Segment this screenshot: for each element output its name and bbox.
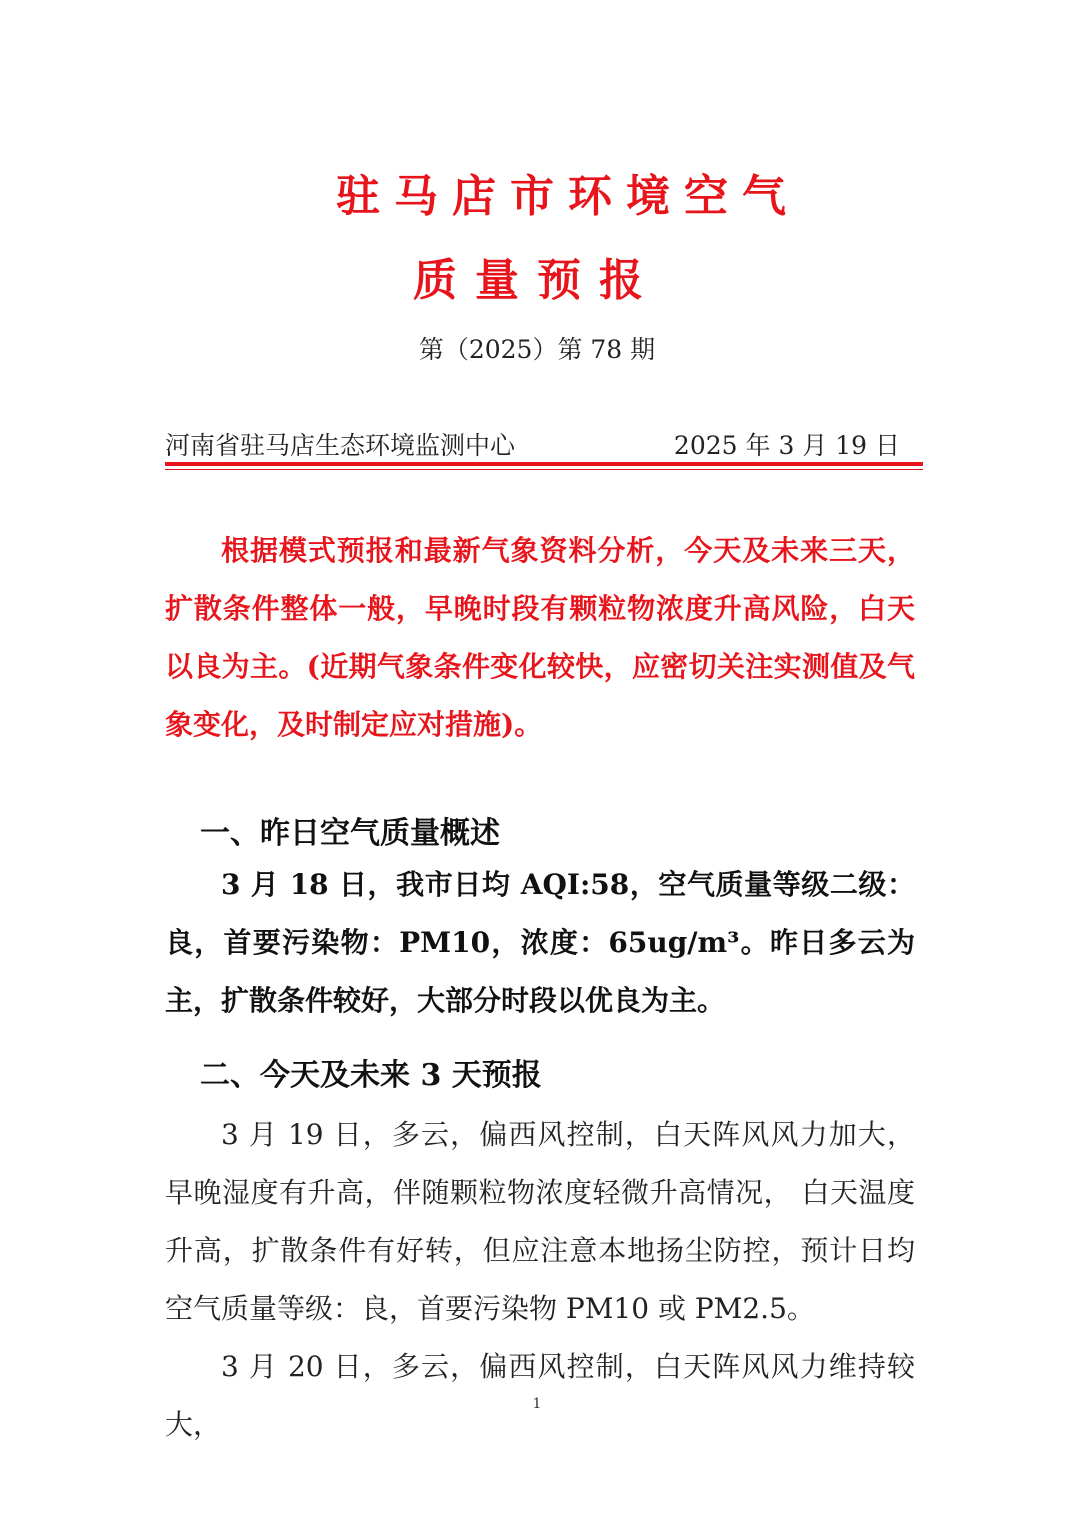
section1-body: 3 月 18 日，我市日均 AQI:58，空气质量等级二级：良，首要污染物：PM10，浓度：65ug/m³。昨日多云为主，扩散条件较好，大部分时段以优良为主。	[165, 868, 915, 1017]
header-rule-thin	[165, 469, 923, 470]
page-number: 1	[532, 1396, 542, 1412]
header-rule-thick	[165, 462, 923, 466]
report-title-line1: 驻马店市环境空气	[336, 171, 800, 222]
organization-name: 河南省驻马店生态环境监测中心	[165, 431, 516, 460]
forecast-day1: 3 月 19 日，多云，偏西风控制，白天阵风风力加大，早晚湿度有升高，伴随颗粒物浓度轻微升高情况， 白天温度升高，扩散条件有好转，但应注意本地扬尘防控，预计日均空气质量等级：良，首要污染物 PM10 或 PM2.5。	[165, 1118, 915, 1325]
report-title-line2: 质量预报	[413, 255, 661, 306]
publish-date: 2025 年 3 月 19 日	[673, 431, 900, 460]
publisher-line	[165, 426, 920, 466]
issue-number: 第（2025）第 78 期	[418, 335, 656, 364]
section2-heading: 二、今天及未来 3 天预报	[200, 1058, 542, 1093]
section1-heading: 一、昨日空气质量概述	[200, 816, 500, 851]
forecast-day2: 3 月 20 日，多云，偏西风控制，白天阵风风力维持较大，	[165, 1350, 915, 1441]
summary-paragraph: 根据模式预报和最新气象资料分析，今天及未来三天，扩散条件整体一般，早晚时段有颗粒物浓度升高风险，白天以良为主。(近期气象条件变化较快，应密切关注实测值及气象变化，及时制定应对措施)。	[165, 534, 915, 741]
